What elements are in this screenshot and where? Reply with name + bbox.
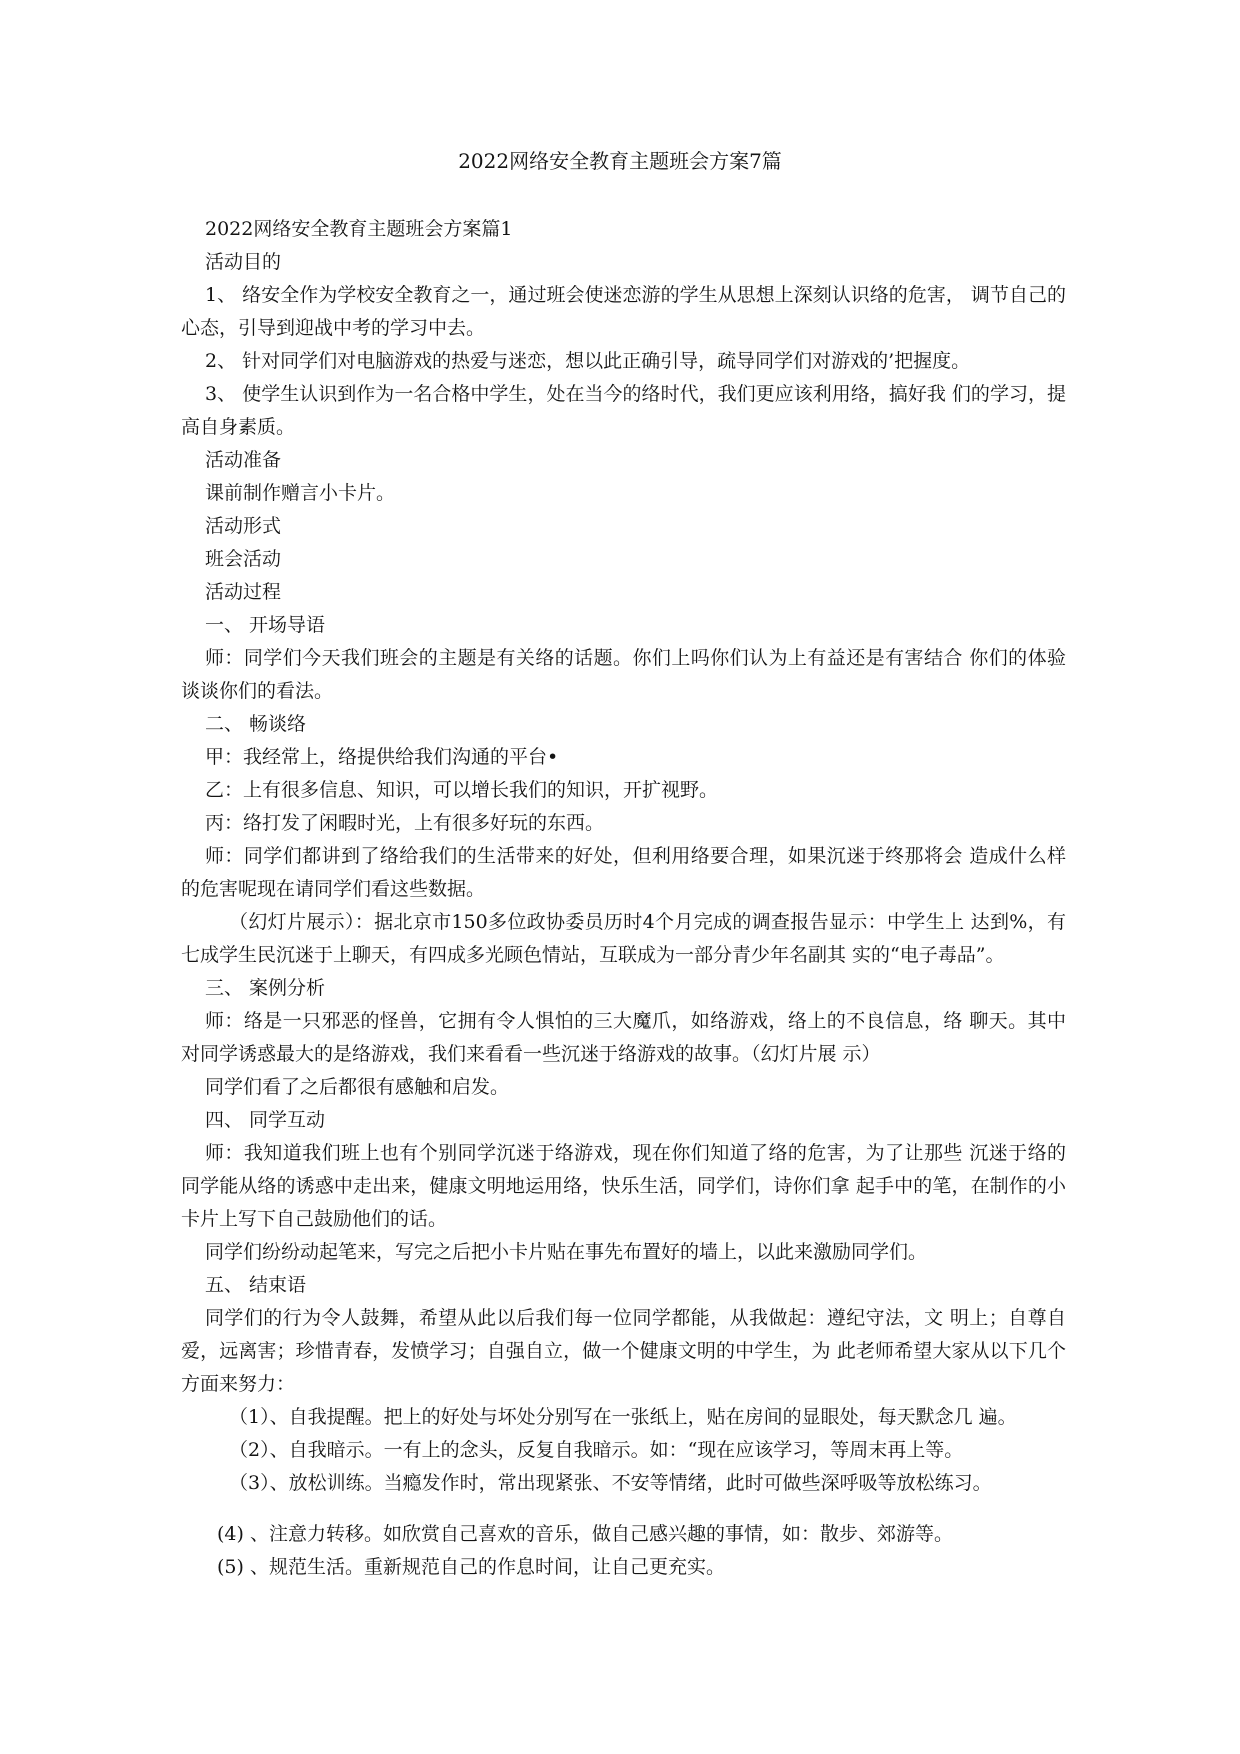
document-body bbox=[181, 213, 1066, 1584]
tip-item: (4) 、注意力转移。如欣赏自己喜欢的音乐，做自己感兴趣的事情，如：散步、郊游等。 bbox=[217, 1523, 953, 1545]
paragraph: 课前制作赠言小卡片。 bbox=[205, 482, 396, 504]
paragraph: 丙：络打发了闲暇时光，上有很多好玩的东西。 bbox=[205, 812, 605, 834]
paragraph: 四、 同学互动 bbox=[205, 1109, 326, 1131]
document-title: 2022网络安全教育主题班会方案7篇 bbox=[458, 149, 782, 173]
paragraph: 五、 结束语 bbox=[205, 1274, 307, 1296]
paragraph: 二、 畅谈络 bbox=[205, 713, 307, 735]
paragraph: 乙：上有很多信息、知识，可以增长我们的知识，开扩视野。 bbox=[205, 779, 719, 801]
paragraph: 活动目的 bbox=[205, 251, 282, 273]
paragraph: （幻灯片展示）：据北京市150多位政协委员历时4个月完成的调查报告显示：中学生上 达到%，有七成学生民沉迷于上聊天，有四成多光顾色情站，互联成为一部分青少年名副其 实的“电子毒品”。 bbox=[181, 911, 1066, 966]
paragraph: 活动过程 bbox=[205, 581, 282, 603]
tips-list bbox=[181, 1401, 1066, 1500]
paragraph: 活动形式 bbox=[205, 515, 282, 537]
paragraph: 同学们纷纷动起笔来，写完之后把小卡片贴在事先布置好的墙上，以此来激励同学们。 bbox=[205, 1241, 928, 1263]
tip-item: (5) 、规范生活。重新规范自己的作息时间，让自己更充实。 bbox=[217, 1556, 725, 1578]
paragraph: 2、 针对同学们对电脑游戏的热爱与迷恋，想以此正确引导，疏导同学们对游戏的’把握度。 bbox=[205, 350, 971, 372]
spacer bbox=[181, 1500, 1066, 1518]
tip-item: （1）、自我提醒。把上的好处与坏处分别写在一张纸上，贴在房间的显眼处，每天默念几 遍。 bbox=[229, 1406, 1017, 1428]
paragraph: 同学们看了之后都很有感触和启发。 bbox=[205, 1076, 510, 1098]
paragraph: 师：同学们都讲到了络给我们的生活带来的好处，但利用络要合理，如果沉迷于终那将会 造成什么样的危害呢现在请同学们看这些数据。 bbox=[181, 845, 1066, 900]
paragraph: 三、 案例分析 bbox=[205, 977, 326, 999]
tip-item: （3）、放松训练。当瘾发作时，常出现紧张、不安等情绪，此时可做些深呼吸等放松练习。 bbox=[229, 1472, 992, 1494]
paragraph: 同学们的行为令人鼓舞，希望从此以后我们每一位同学都能，从我做起：遵纪守法，文 明上；自尊自爱，远离害；珍惜青春，发愤学习；自强自立，做一个健康文明的中学生，为 此老师希望大家从以下几个方面来努力： bbox=[181, 1307, 1066, 1395]
section-title: 2022网络安全教育主题班会方案篇1 bbox=[205, 218, 513, 240]
paragraph: 师：我知道我们班上也有个别同学沉迷于络游戏，现在你们知道了络的危害，为了让那些 沉迷于络的同学能从络的诱惑中走出来，健康文明地运用络，快乐生活，同学们，诗你们拿 起手中的笔，在制作的小卡片上写下自己鼓励他们的话。 bbox=[181, 1142, 1066, 1230]
paragraph: 甲：我经常上，络提供给我们沟通的平台• bbox=[205, 746, 559, 768]
paragraph: 1、 络安全作为学校安全教育之一，通过班会使迷恋游的学生从思想上深刻认识络的危害， 调节自己的心态，引导到迎战中考的学习中去。 bbox=[181, 284, 1066, 339]
paragraph: 班会活动 bbox=[205, 548, 282, 570]
paragraph: 师：同学们今天我们班会的主题是有关络的话题。你们上吗你们认为上有益还是有害结合 你们的体验谈谈你们的看法。 bbox=[181, 647, 1066, 702]
paragraph: 3、 使学生认识到作为一名合格中学生，处在当今的络时代，我们更应该利用络，搞好我 们的学习，提高自身素质。 bbox=[181, 383, 1066, 438]
paragraph: 活动准备 bbox=[205, 449, 282, 471]
paragraph: 一、 开场导语 bbox=[205, 614, 326, 636]
paragraph: 师：络是一只邪恶的怪兽，它拥有令人惧怕的三大魔爪，如络游戏，络上的不良信息，络 聊天。其中对同学诱惑最大的是络游戏，我们来看看一些沉迷于络游戏的故事。（幻灯片展 示） bbox=[181, 1010, 1066, 1065]
tips-list-continued bbox=[181, 1518, 1066, 1584]
tip-item: （2）、自我暗示。一有上的念头，反复自我暗示。如：“现在应该学习，等周末再上等。 bbox=[229, 1439, 964, 1461]
